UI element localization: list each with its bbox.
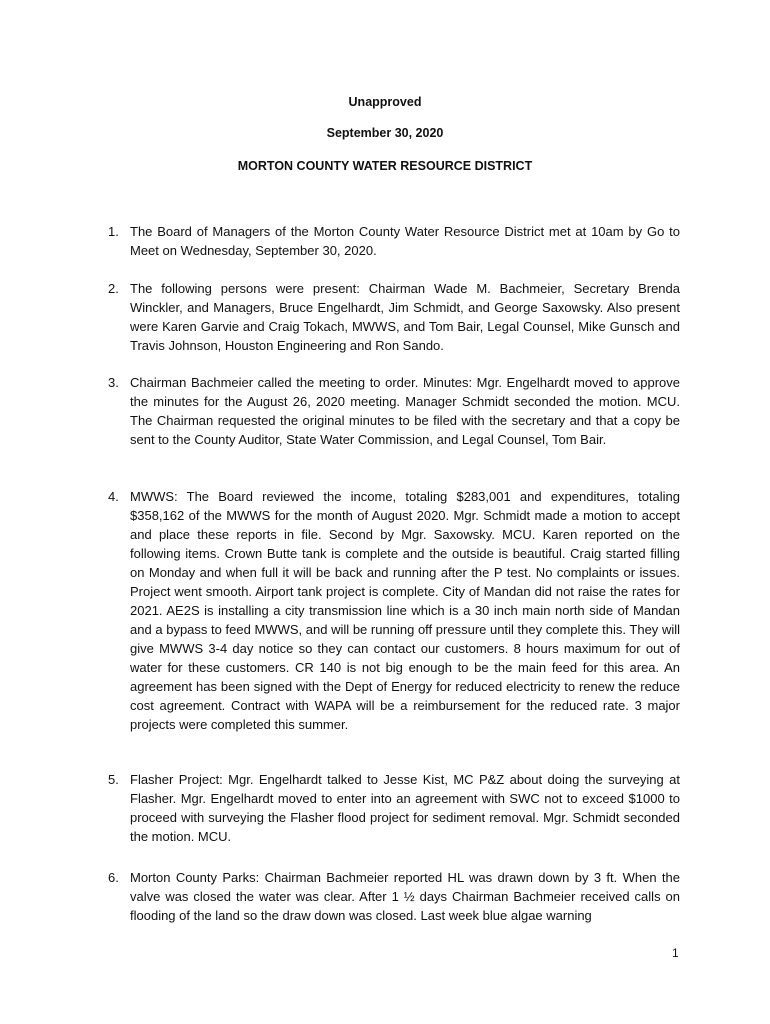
page-number: 1 [672,946,679,960]
list-item [108,279,680,355]
list-item [108,770,680,846]
organization-heading: MORTON COUNTY WATER RESOURCE DISTRICT [237,159,533,173]
item-number: 1. [108,224,119,239]
item-number: 4. [108,489,119,504]
list-item [108,487,680,734]
item-text: The following persons were present: Chairman Wade M. Bachmeier, Secretary Brenda Winckler, and Managers, Bruce Engelhardt, Jim Schmidt, and George Saxowsky. Also present were Karen Garvie and Craig Tokach, MWWS, and Tom Bair, Legal Counsel, Mike Gunsch and Travis Johnson, Houston Engineering and Ron Sando. [130,281,680,353]
item-number: 3. [108,375,119,390]
item-number: 2. [108,281,119,296]
item-text: Chairman Bachmeier called the meeting to order. Minutes: Mgr. Engelhardt moved to approve the minutes for the August 26, 2020 meeting. Manager Schmidt seconded the motion. MCU. The Chairman requested the original minutes to be filed with the secretary and that a copy be sent to the County Auditor, State Water Commission, and Legal Counsel, Tom Bair. [130,375,680,447]
item-text: Morton County Parks: Chairman Bachmeier reported HL was drawn down by 3 ft. When the valve was closed the water was clear. After 1 ½ days Chairman Bachmeier received calls on flooding of the land so the draw down was closed. Last week blue algae warning [130,870,680,923]
status-heading: Unapproved [348,95,422,109]
item-number: 6. [108,870,119,885]
item-text: Flasher Project: Mgr. Engelhardt talked to Jesse Kist, MC P&Z about doing the surveying at Flasher. Mgr. Engelhardt moved to enter into an agreement with SWC not to exceed $1000 to proceed with surveying the Flasher flood project for sediment removal. Mgr. Schmidt seconded the motion. MCU. [130,772,680,844]
item-text: The Board of Managers of the Morton County Water Resource District met at 10am by Go to Meet on Wednesday, September 30, 2020. [130,224,680,258]
list-item [108,868,680,925]
item-number: 5. [108,772,119,787]
date-heading: September 30, 2020 [326,126,444,140]
item-text: MWWS: The Board reviewed the income, totaling $283,001 and expenditures, totaling $358,162 of the MWWS for the month of August 2020. Mgr. Schmidt made a motion to accept and place these reports in file. Second by Mgr. Saxowsky. MCU. Karen reported on the following items. Crown Butte tank is complete and the outside is beautiful. Craig started filling on Monday and when full it will be back and running after the P test. No complaints or issues. Project went smooth. Airport tank project is complete. City of Mandan did not raise the rates for 2021. AE2S is installing a city transmission line which is a 30 inch main north side of Mandan and a bypass to feed MWWS, and will be running off pressure until they complete this. They will give MWWS 3-4 day notice so they can contact our customers. 8 hours maximum for out of water for these customers. CR 140 is not big enough to be the main feed for this area. An agreement has been signed with the Dept of Energy for reduced electricity to renew the reduce cost agreement. Contract with WAPA will be a reimbursement for the reduced rate. 3 major projects were completed this summer. [130,489,680,732]
list-item [108,222,680,260]
list-item [108,373,680,449]
